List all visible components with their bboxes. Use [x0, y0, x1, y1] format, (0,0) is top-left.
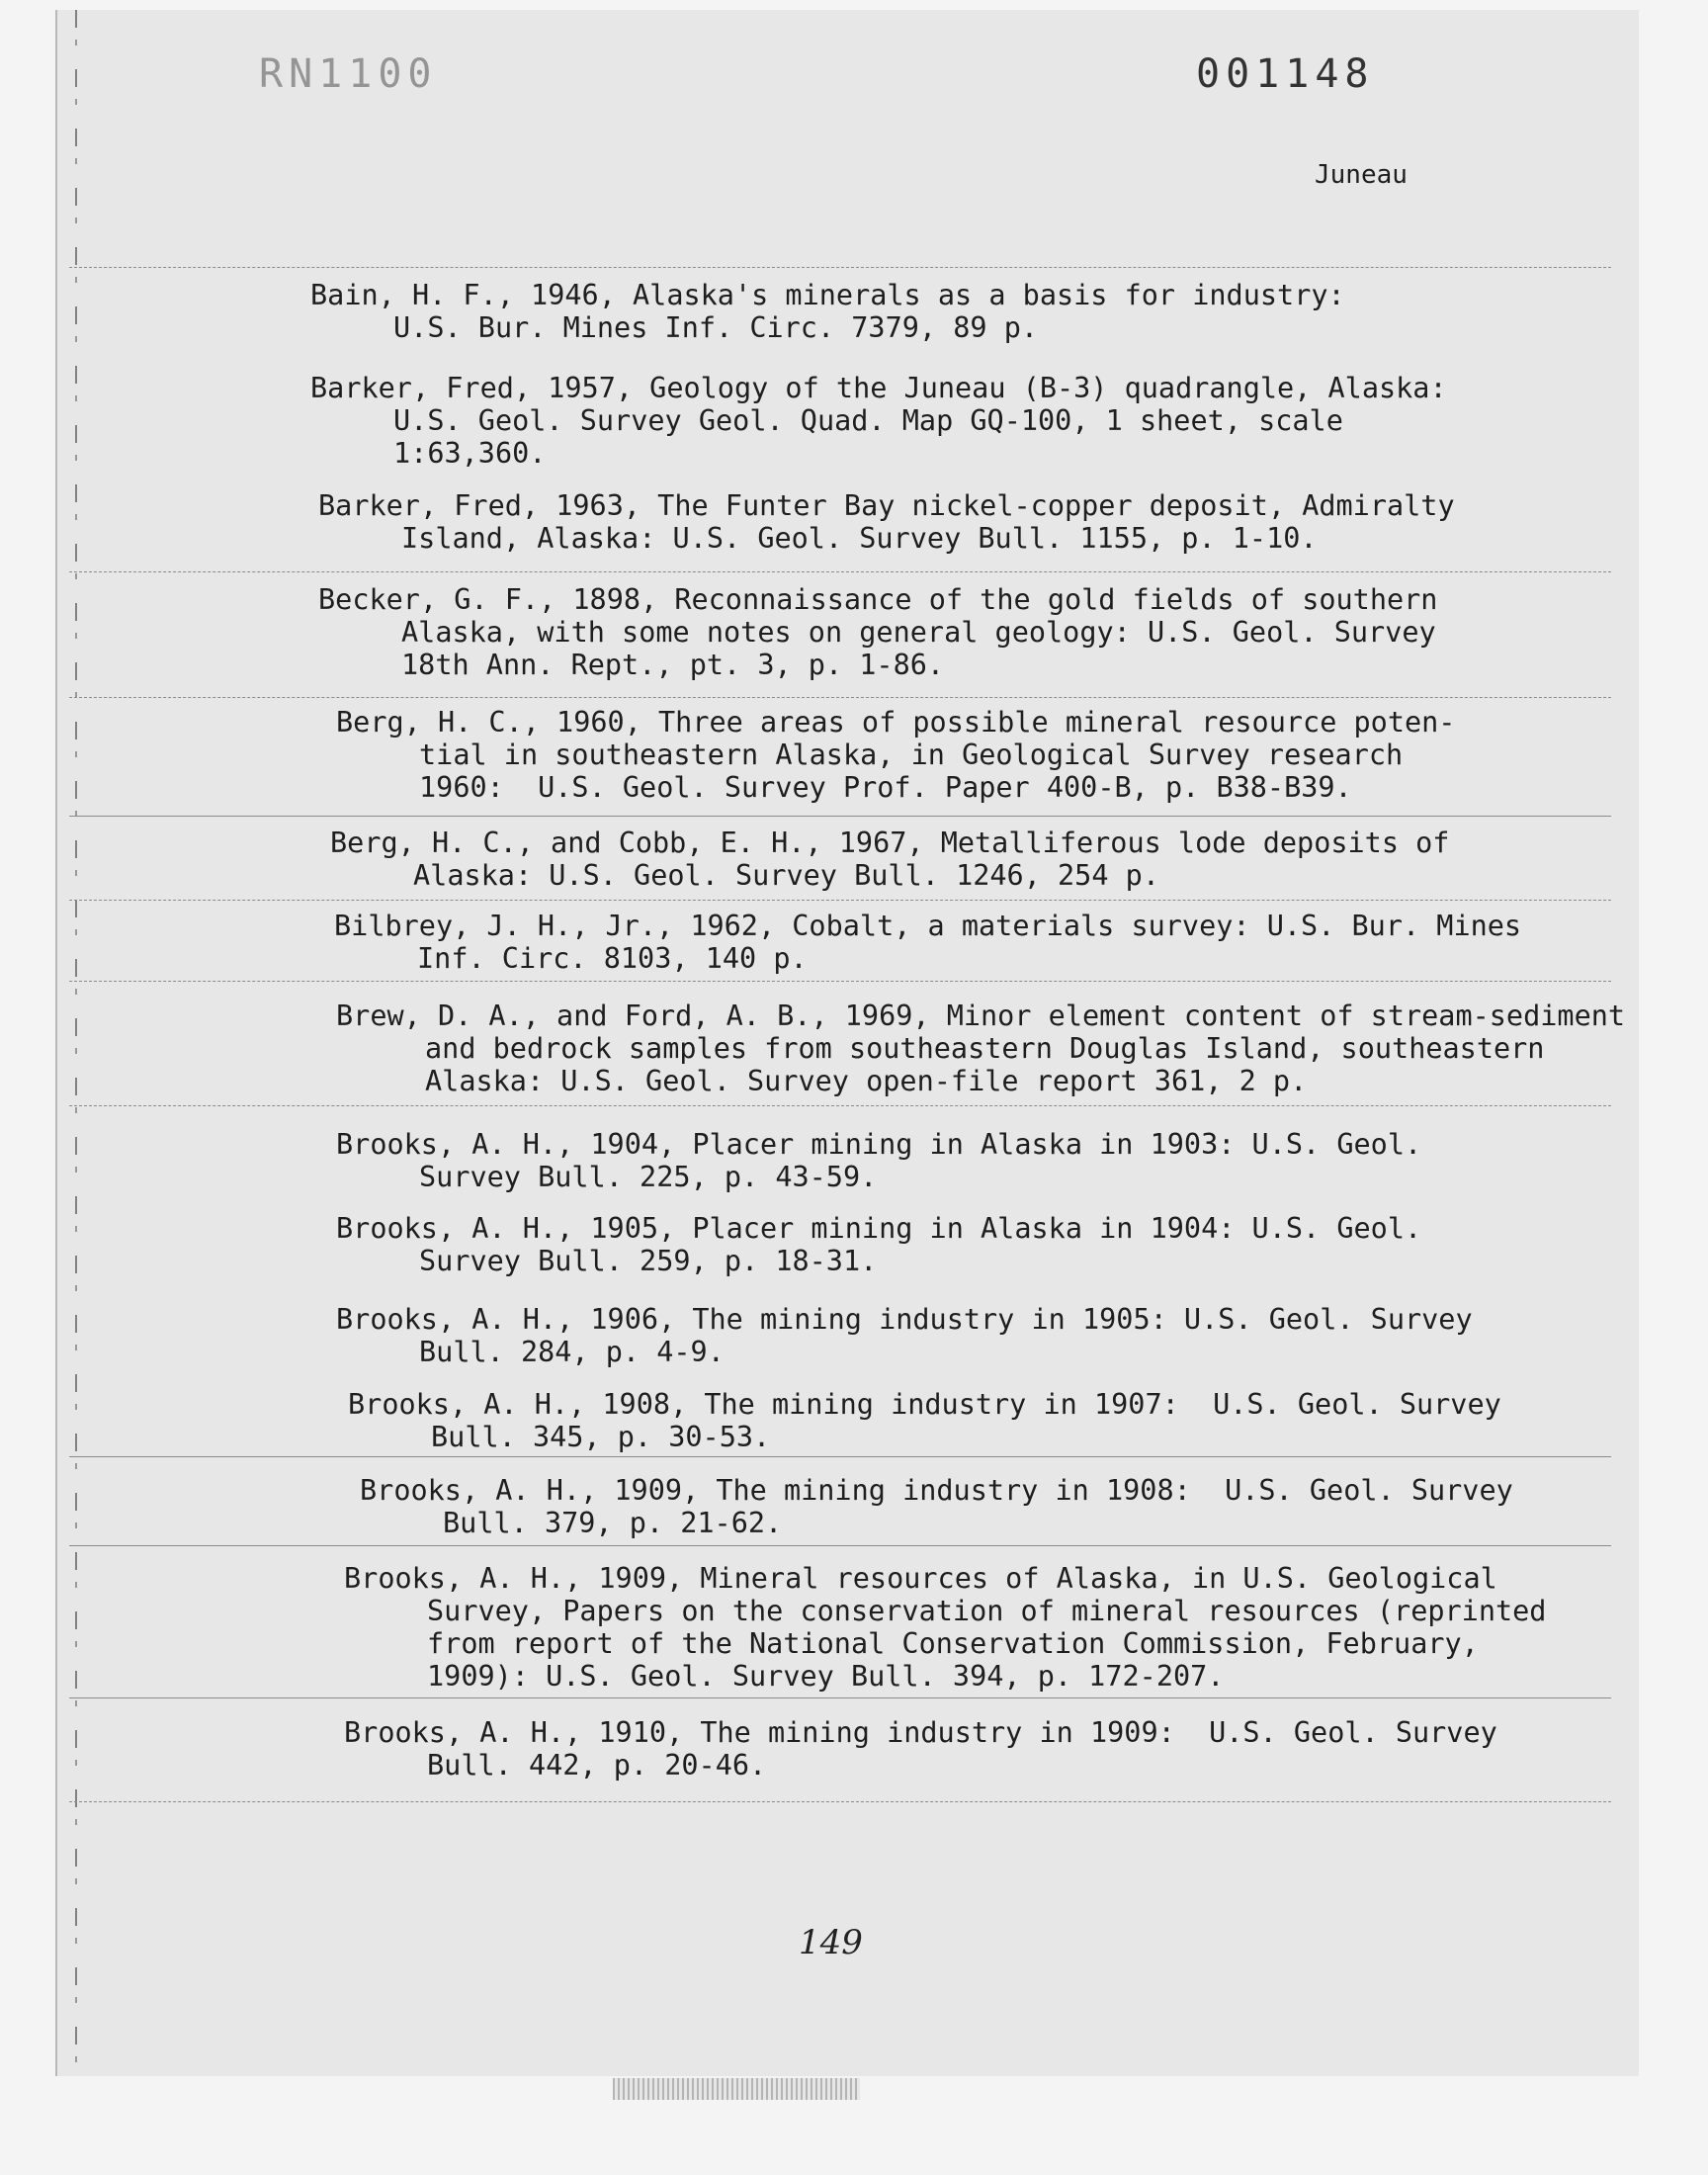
reference-entry	[330, 826, 1708, 892]
reference-line: Survey Bull. 259, p. 18-31.	[419, 1245, 878, 1277]
reference-line: Brooks, A. H., 1909, Mineral resources of Alaska, in U.S. Geological	[344, 1562, 1497, 1595]
reference-line: and bedrock samples from southeastern Douglas Island, southeastern	[425, 1032, 1545, 1065]
reference-entry	[310, 279, 1694, 344]
reference-line: Brooks, A. H., 1906, The mining industry in 1905: U.S. Geol. Survey	[336, 1303, 1473, 1336]
reference-entry	[336, 1128, 1708, 1193]
ruled-line	[69, 900, 1611, 901]
reference-line: tial in southeastern Alaska, in Geological Survey research	[419, 739, 1404, 771]
reference-line: Bull. 379, p. 21-62.	[443, 1507, 783, 1539]
reference-line: Inf. Circ. 8103, 140 p.	[417, 942, 808, 975]
reference-line: U.S. Geol. Survey Geol. Quad. Map GQ-100, 1 sheet, scale	[393, 404, 1343, 437]
reference-entry	[336, 1212, 1708, 1277]
reference-line: 18th Ann. Rept., pt. 3, p. 1-86.	[401, 649, 945, 681]
reference-line: Brooks, A. H., 1908, The mining industry in 1907: U.S. Geol. Survey	[348, 1388, 1501, 1421]
reference-entry	[344, 1716, 1708, 1782]
ruled-line	[69, 1456, 1611, 1457]
reference-line: Bull. 442, p. 20-46.	[427, 1749, 767, 1782]
reference-entry	[344, 1562, 1708, 1693]
ruled-line	[69, 697, 1611, 698]
reference-line: 1960: U.S. Geol. Survey Prof. Paper 400-B, p. B38-B39.	[419, 771, 1352, 804]
reference-line: 1:63,360.	[393, 437, 547, 470]
region-heading: Juneau	[1315, 160, 1408, 190]
reference-entry	[334, 910, 1708, 975]
ruled-line	[69, 1697, 1611, 1698]
ruled-line	[69, 1801, 1611, 1802]
reference-entry	[318, 489, 1702, 555]
reference-line: Island, Alaska: U.S. Geol. Survey Bull. 1155, p. 1-10.	[401, 522, 1318, 555]
reference-entry	[336, 706, 1708, 804]
reference-line: Survey Bull. 225, p. 43-59.	[419, 1161, 878, 1193]
ruled-line	[69, 1105, 1611, 1106]
reference-line: Brooks, A. H., 1904, Placer mining in Alaska in 1903: U.S. Geol.	[336, 1128, 1422, 1161]
ruled-line	[69, 1545, 1611, 1546]
reference-line: Brooks, A. H., 1905, Placer mining in Alaska in 1904: U.S. Geol.	[336, 1212, 1422, 1245]
reference-entry	[336, 1000, 1708, 1097]
reference-line: Survey, Papers on the conservation of mineral resources (reprinted	[427, 1595, 1547, 1627]
ruled-line	[69, 816, 1611, 817]
reference-line: U.S. Bur. Mines Inf. Circ. 7379, 89 p.	[393, 311, 1039, 344]
reference-line: 1909): U.S. Geol. Survey Bull. 394, p. 172-207.	[427, 1660, 1225, 1693]
ruled-line	[69, 267, 1611, 268]
reference-line: Barker, Fred, 1957, Geology of the Juneau (B-3) quadrangle, Alaska:	[310, 372, 1447, 404]
reference-line: Becker, G. F., 1898, Reconnaissance of the gold fields of southern	[318, 583, 1438, 616]
reference-line: Bull. 345, p. 30-53.	[431, 1421, 771, 1453]
stamp-number-right: 001148	[1196, 51, 1375, 97]
reference-entry	[348, 1388, 1708, 1453]
reference-line: Brooks, A. H., 1909, The mining industry in 1908: U.S. Geol. Survey	[360, 1474, 1513, 1507]
scan-edge-marks	[75, 10, 77, 2076]
reference-line: Bilbrey, J. H., Jr., 1962, Cobalt, a materials survey: U.S. Bur. Mines	[334, 910, 1522, 942]
reference-line: Berg, H. C., 1960, Three areas of possible mineral resource poten-	[336, 706, 1456, 739]
reference-line: Brooks, A. H., 1910, The mining industry in 1909: U.S. Geol. Survey	[344, 1716, 1497, 1749]
reference-line: Alaska, with some notes on general geology: U.S. Geol. Survey	[401, 616, 1436, 649]
reference-entry	[360, 1474, 1708, 1539]
reference-line: Brew, D. A., and Ford, A. B., 1969, Minor element content of stream-sediment	[336, 1000, 1626, 1032]
handwritten-page-number: 149	[799, 1923, 863, 1962]
reference-entry	[318, 583, 1702, 681]
reference-line: Barker, Fred, 1963, The Funter Bay nickel-copper deposit, Admiralty	[318, 489, 1455, 522]
reference-line: Bull. 284, p. 4-9.	[419, 1336, 725, 1368]
reference-line: Alaska: U.S. Geol. Survey Bull. 1246, 254 p.	[413, 859, 1159, 892]
reference-line: Bain, H. F., 1946, Alaska's minerals as a basis for industry:	[310, 279, 1345, 311]
ruled-line	[69, 981, 1611, 982]
reference-line: from report of the National Conservation Commission, February,	[427, 1627, 1479, 1660]
reference-entry	[336, 1303, 1708, 1368]
reference-line: Berg, H. C., and Cobb, E. H., 1967, Metalliferous lode deposits of	[330, 826, 1450, 859]
stamp-number-left: RN1100	[259, 51, 438, 97]
scan-bottom-strip	[613, 2078, 860, 2100]
ruled-line	[69, 571, 1611, 572]
reference-entry	[310, 372, 1694, 470]
reference-line: Alaska: U.S. Geol. Survey open-file report 361, 2 p.	[425, 1065, 1308, 1097]
